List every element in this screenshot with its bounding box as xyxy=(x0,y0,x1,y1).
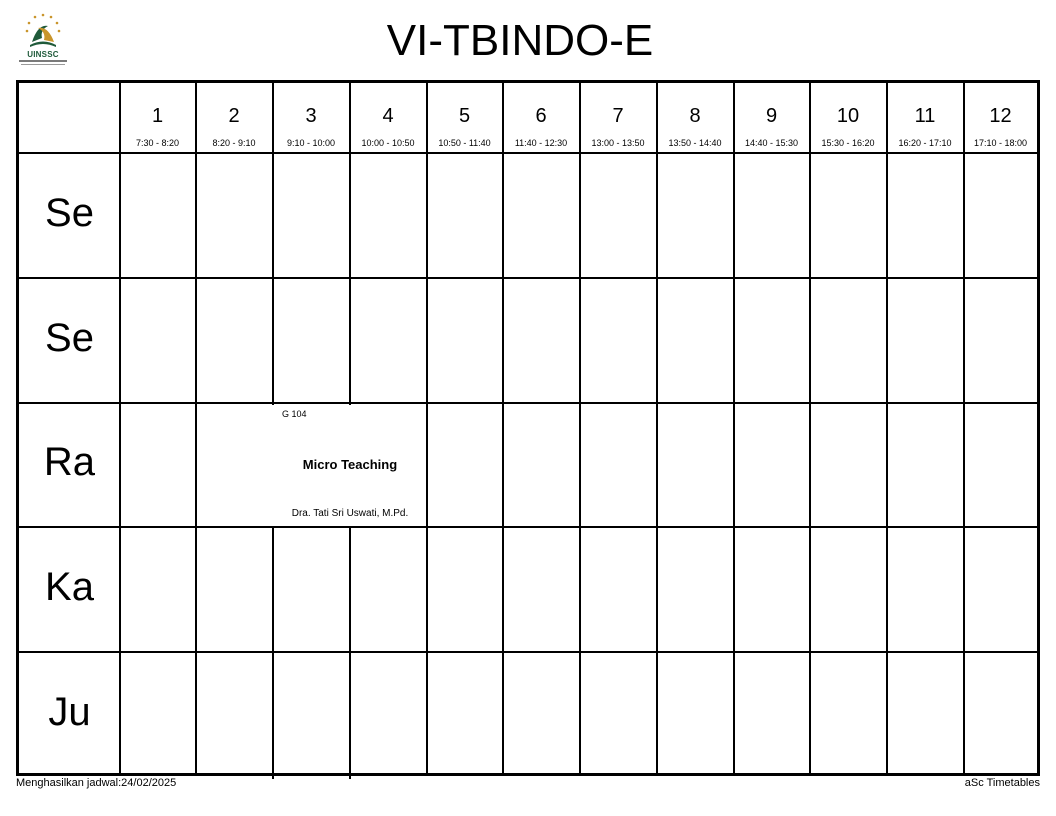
timetable-title: VI-TBINDO-E xyxy=(386,16,654,65)
period-number: 1 xyxy=(151,105,164,127)
period-header xyxy=(887,83,963,153)
period-number: 2 xyxy=(228,105,240,127)
period-number: 11 xyxy=(914,105,936,127)
day-label: Ra xyxy=(43,440,96,484)
lesson-subject: Micro Teaching xyxy=(302,457,398,472)
period-number: 8 xyxy=(689,105,701,127)
grid-line xyxy=(119,83,121,773)
period-time: 15:30 - 16:20 xyxy=(821,138,875,148)
period-header xyxy=(120,83,195,153)
period-header xyxy=(503,83,579,153)
period-time: 10:00 - 10:50 xyxy=(361,138,415,148)
period-number: 5 xyxy=(458,105,471,127)
period-number: 12 xyxy=(989,105,1012,127)
lesson-card[interactable] xyxy=(274,404,426,526)
grid-line xyxy=(19,402,1037,404)
period-time: 10:50 - 11:40 xyxy=(438,138,491,148)
period-time: 7:30 - 8:20 xyxy=(135,138,180,148)
grid-line xyxy=(426,83,428,773)
grid-line xyxy=(886,83,888,773)
grid-line xyxy=(502,83,504,773)
period-time: 17:10 - 18:00 xyxy=(973,138,1028,148)
software-credit: aSc Timetables xyxy=(964,777,1040,789)
period-time: 14:40 - 15:30 xyxy=(744,138,799,148)
period-number: 10 xyxy=(836,105,860,127)
period-time: 8:20 - 9:10 xyxy=(212,138,256,148)
grid-line xyxy=(195,83,197,773)
grid-line xyxy=(733,83,735,773)
day-label: Ju xyxy=(48,690,91,734)
grid-line xyxy=(19,277,1037,279)
logo-abbreviation: UINSSC xyxy=(27,50,59,59)
period-time: 9:10 - 10:00 xyxy=(286,138,336,148)
grid-line xyxy=(272,527,274,779)
period-number: 3 xyxy=(305,105,317,127)
day-label: Ka xyxy=(45,565,94,609)
lesson-teacher: Dra. Tati Sri Uswati, M.Pd. xyxy=(291,508,409,519)
period-number: 9 xyxy=(765,105,778,127)
period-header xyxy=(427,83,502,153)
period-time: 11:40 - 12:30 xyxy=(514,138,568,148)
period-time: 16:20 - 17:10 xyxy=(898,138,952,148)
grid-line xyxy=(809,83,811,773)
period-header xyxy=(196,83,272,153)
lesson-room: G 104 xyxy=(282,409,307,419)
period-header xyxy=(350,83,426,153)
day-label: Se xyxy=(45,316,94,360)
generated-date: Menghasilkan jadwal:24/02/2025 xyxy=(16,777,177,789)
period-header xyxy=(810,83,886,153)
grid-line xyxy=(19,651,1037,653)
grid-line xyxy=(579,83,581,773)
period-number: 7 xyxy=(612,105,624,127)
period-header xyxy=(734,83,809,153)
period-header xyxy=(657,83,733,153)
grid-line xyxy=(656,83,658,773)
grid-line xyxy=(349,527,351,779)
period-number: 4 xyxy=(382,105,394,127)
period-header xyxy=(964,83,1037,153)
timetable-grid xyxy=(16,80,1040,776)
period-number: 6 xyxy=(535,105,547,127)
period-header xyxy=(580,83,656,153)
day-label: Se xyxy=(45,191,94,235)
grid-line xyxy=(963,83,965,773)
period-time: 13:00 - 13:50 xyxy=(591,138,645,148)
period-header xyxy=(273,83,349,153)
grid-line xyxy=(19,526,1037,528)
period-time: 13:50 - 14:40 xyxy=(668,138,722,148)
